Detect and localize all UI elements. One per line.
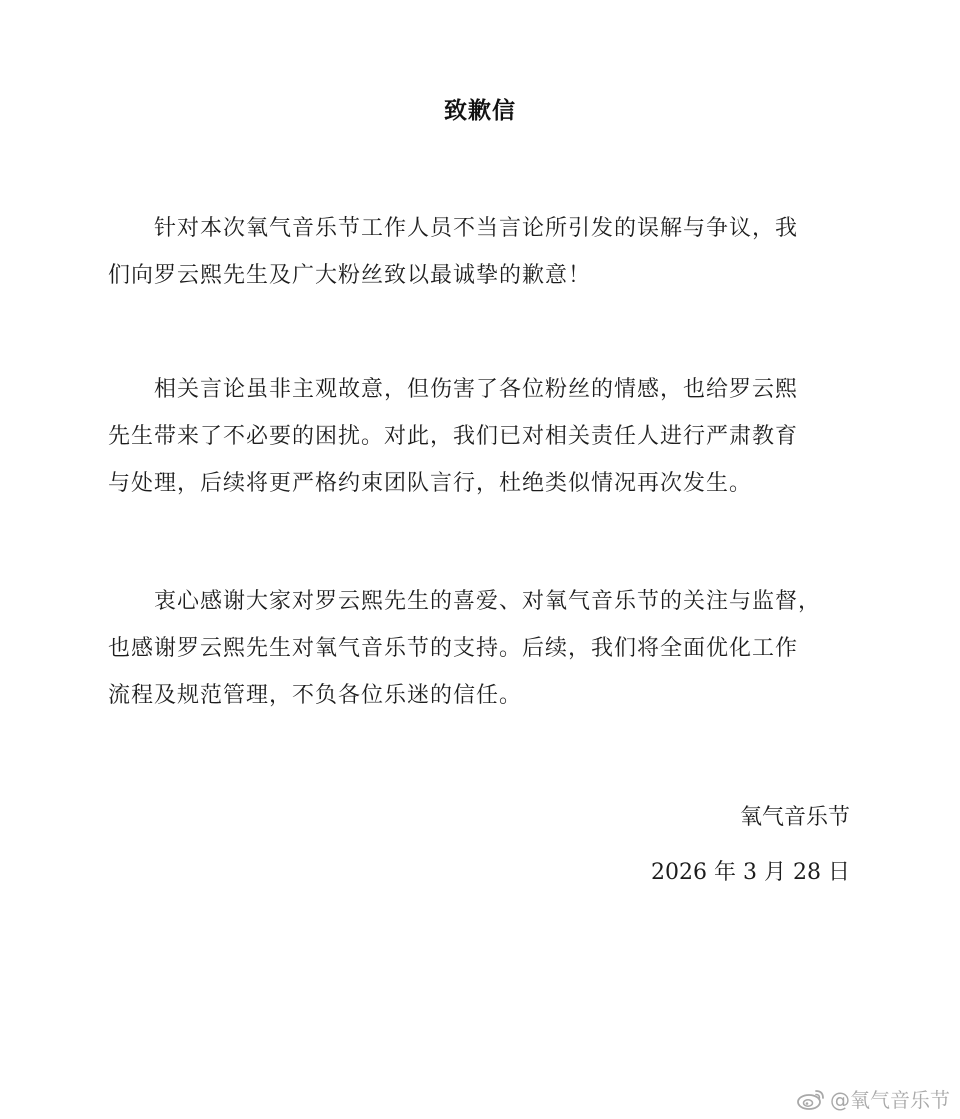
paragraph-line: 流程及规范管理，不负各位乐迷的信任。 [108,683,523,708]
paragraph-apology [108,205,866,299]
paragraph-line: 与处理，后续将更严格约束团队言行，杜绝类似情况再次发生。 [108,471,753,496]
paragraph-line: 针对本次氧气音乐节工作人员不当言论所引发的误解与争议，我 [154,216,799,241]
letter-title: 致歉信 [444,98,516,124]
paragraph-line: 先生带来了不必要的困扰。对此，我们已对相关责任人进行严肃教育 [108,424,799,449]
signature-organization: 氧气音乐节 [739,805,850,830]
paragraph-line: 们向罗云熙先生及广大粉丝致以最诚挚的歉意！ [108,263,592,288]
paragraph-thanks [108,578,866,719]
watermark-text: @氧气音乐节 [830,1088,950,1112]
paragraph-line: 也感谢罗云熙先生对氧气音乐节的支持。后续，我们将全面优化工作 [108,636,799,661]
weibo-watermark [796,1084,950,1113]
paragraph-line: 相关言论虽非主观故意，但伤害了各位粉丝的情感，也给罗云熙 [154,377,799,402]
weibo-icon [796,1087,826,1111]
signature-date: 2026 年 3 月 28 日 [651,860,850,885]
paragraph-handling [108,366,866,507]
paragraph-line: 衷心感谢大家对罗云熙先生的喜爱、对氧气音乐节的关注与监督， [154,589,822,614]
